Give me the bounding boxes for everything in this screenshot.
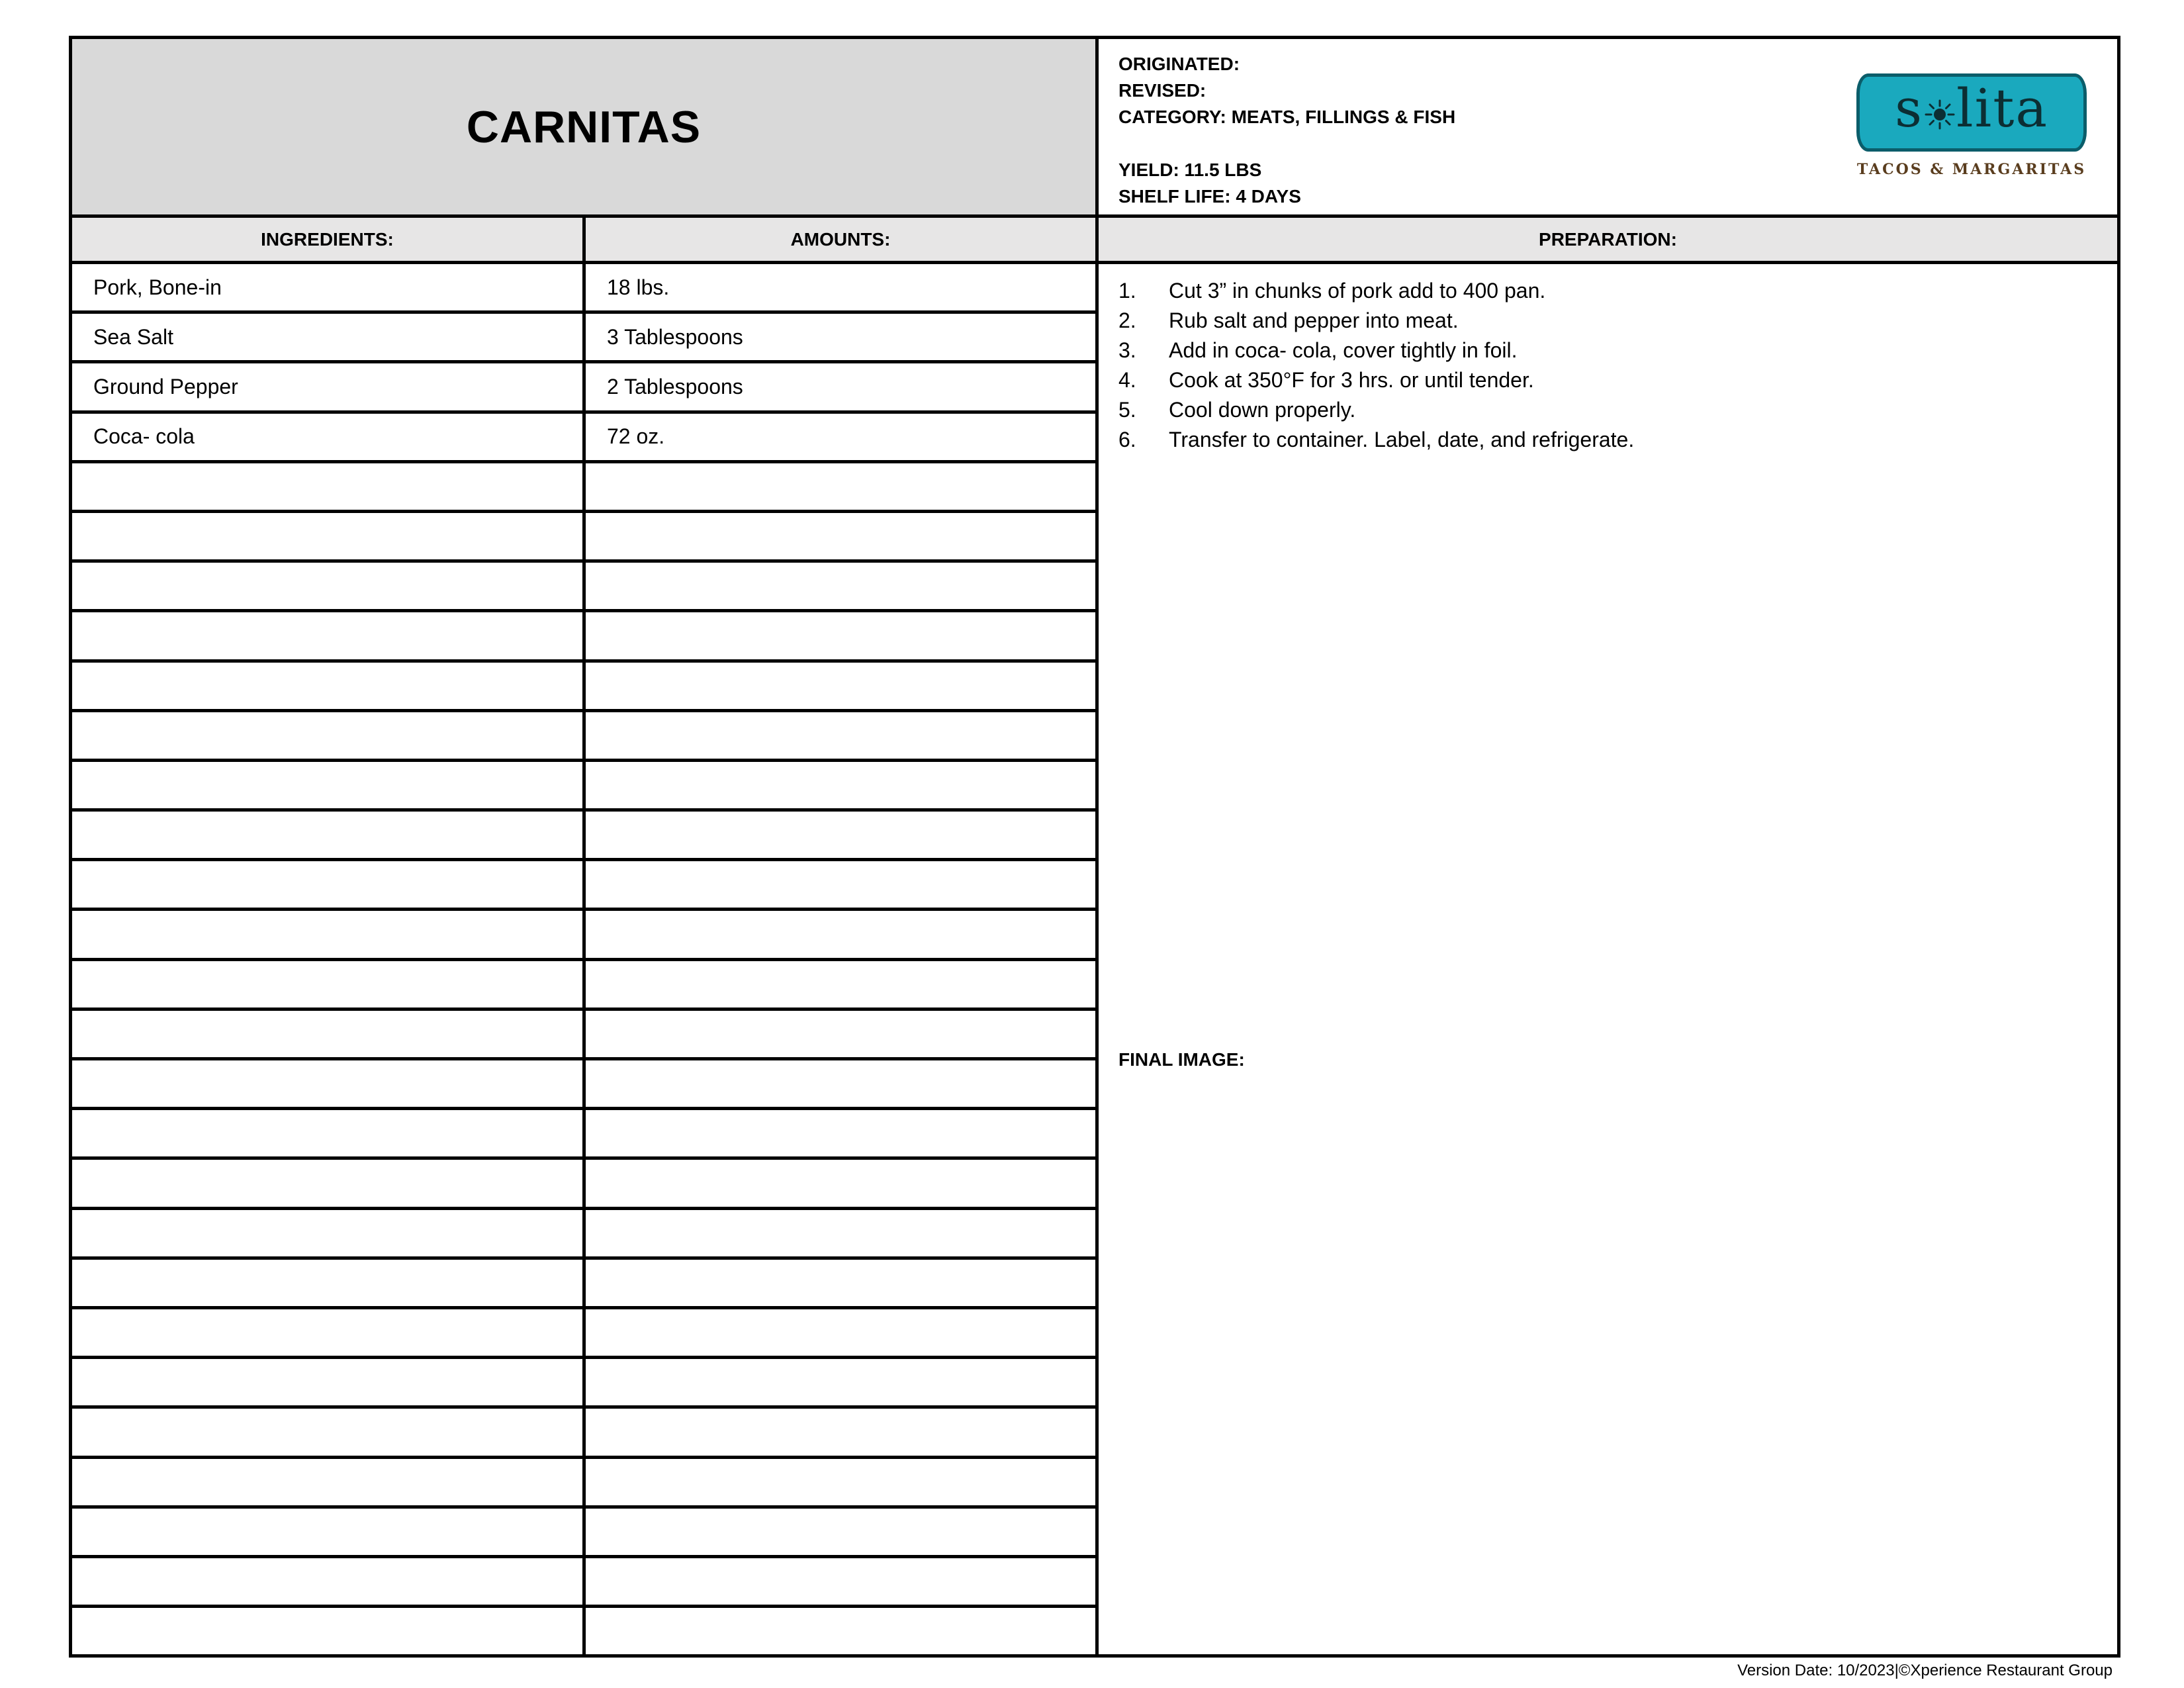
recipe-meta — [1099, 39, 2117, 218]
ingredient-amount: 18 lbs. — [586, 264, 1099, 310]
ingredient-amount — [586, 961, 1099, 1008]
ingredient-name: Coca- cola — [72, 414, 586, 460]
ingredient-amount — [586, 712, 1099, 759]
step-number: 5. — [1118, 398, 1136, 422]
step-text: Cool down properly. — [1169, 398, 1356, 422]
ingredient-amount — [586, 563, 1099, 609]
table-row — [72, 812, 1099, 861]
solita-logo — [1852, 73, 2091, 186]
revised-field: REVISED: — [1118, 80, 1206, 101]
ingredient-name — [72, 1309, 586, 1356]
ingredient-name — [72, 463, 586, 510]
category-field: CATEGORY: MEATS, FILLINGS & FISH — [1118, 107, 1456, 127]
ingredient-amount: 72 oz. — [586, 414, 1099, 460]
ingredient-amount — [586, 1110, 1099, 1156]
recipe-title: CARNITAS — [466, 101, 702, 152]
ingredient-amount — [586, 911, 1099, 957]
ingredient-name — [72, 1459, 586, 1505]
ingredient-name — [72, 612, 586, 659]
step-text: Transfer to container. Label, date, and refrigerate. — [1169, 428, 1635, 451]
ingredient-name — [72, 663, 586, 709]
ingredient-name — [72, 1110, 586, 1156]
table-row — [72, 612, 1099, 662]
table-row — [72, 1608, 1099, 1658]
step-number: 4. — [1118, 368, 1136, 392]
ingredients-header: INGREDIENTS: — [72, 218, 586, 264]
ingredient-name — [72, 812, 586, 858]
ingredient-amount — [586, 1558, 1099, 1605]
ingredient-name — [72, 563, 586, 609]
ingredient-name — [72, 1210, 586, 1256]
preparation-steps — [1099, 264, 2117, 455]
table-row — [72, 314, 1099, 363]
shelf-life-field: SHELF LIFE: 4 DAYS — [1118, 186, 1301, 207]
table-row — [72, 1509, 1099, 1558]
originated-field: ORIGINATED: — [1118, 54, 1240, 74]
step-text: Cut 3” in chunks of pork add to 400 pan. — [1169, 279, 1546, 303]
ingredient-name — [72, 1260, 586, 1306]
ingredient-name — [72, 1011, 586, 1057]
ingredient-name — [72, 1359, 586, 1405]
ingredient-amount: 2 Tablespoons — [586, 363, 1099, 410]
table-row — [72, 1409, 1099, 1458]
preparation-step — [1118, 365, 2117, 395]
table-row — [72, 414, 1099, 463]
step-text: Cook at 350°F for 3 hrs. or until tender. — [1169, 368, 1534, 392]
step-number: 1. — [1118, 279, 1136, 303]
ingredient-amount — [586, 1459, 1099, 1505]
yield-field: YIELD: 11.5 LBS — [1118, 160, 1262, 180]
ingredient-name: Ground Pepper — [72, 363, 586, 410]
table-row — [72, 1359, 1099, 1409]
ingredient-amount — [586, 1060, 1099, 1107]
ingredient-amount — [586, 463, 1099, 510]
title-cell — [72, 39, 1099, 218]
logo-tagline: TACOS & MARGARITAS — [1856, 161, 2087, 178]
ingredient-name — [72, 513, 586, 559]
table-row — [72, 363, 1099, 413]
preparation-step — [1118, 336, 2117, 365]
ingredient-amount — [586, 1608, 1099, 1658]
ingredient-amount — [586, 1509, 1099, 1555]
step-text: Rub salt and pepper into meat. — [1169, 308, 1459, 332]
ingredient-amount — [586, 1409, 1099, 1455]
ingredient-name — [72, 1509, 586, 1555]
ingredient-amount: 3 Tablespoons — [586, 314, 1099, 360]
table-row — [72, 712, 1099, 762]
preparation-step — [1118, 395, 2117, 425]
table-row — [72, 1459, 1099, 1509]
ingredient-name — [72, 1160, 586, 1206]
preparation-step — [1118, 276, 2117, 306]
sun-icon — [1925, 99, 1955, 130]
table-row — [72, 1558, 1099, 1608]
table-row — [72, 1110, 1099, 1160]
table-row — [72, 1210, 1099, 1260]
step-number: 6. — [1118, 428, 1136, 451]
table-row — [72, 463, 1099, 513]
table-row — [72, 762, 1099, 812]
ingredient-amount — [586, 1260, 1099, 1306]
ingredient-name — [72, 1409, 586, 1455]
table-row — [72, 1060, 1099, 1110]
ingredient-name — [72, 762, 586, 808]
preparation-step — [1118, 306, 2117, 336]
ingredient-name — [72, 861, 586, 908]
logo-wordmark: s lita — [1894, 77, 2049, 139]
preparation-header: PREPARATION: — [1099, 218, 2117, 264]
ingredient-name — [72, 1608, 586, 1658]
ingredient-name — [72, 1558, 586, 1605]
amounts-header: AMOUNTS: — [586, 218, 1099, 264]
table-row — [72, 1160, 1099, 1209]
ingredient-amount — [586, 612, 1099, 659]
preparation-section — [1099, 264, 2117, 1654]
ingredient-amount — [586, 1309, 1099, 1356]
table-row — [72, 1011, 1099, 1060]
ingredient-amount — [586, 762, 1099, 808]
table-row — [72, 513, 1099, 563]
ingredient-amount — [586, 1011, 1099, 1057]
step-number: 2. — [1118, 308, 1136, 332]
table-row — [72, 1260, 1099, 1309]
table-row — [72, 264, 1099, 314]
ingredient-amount — [586, 1359, 1099, 1405]
table-row — [72, 961, 1099, 1011]
ingredient-name — [72, 911, 586, 957]
ingredient-name — [72, 961, 586, 1008]
ingredient-name — [72, 712, 586, 759]
ingredient-amount — [586, 1210, 1099, 1256]
step-text: Add in coca- cola, cover tightly in foil. — [1169, 338, 1518, 362]
ingredient-amount — [586, 663, 1099, 709]
version-footer: Version Date: 10/2023|©Xperience Restaurant Group — [1737, 1662, 2113, 1679]
table-row — [72, 563, 1099, 612]
ingredients-table — [72, 264, 1099, 1658]
final-image-label: FINAL IMAGE: — [1118, 1049, 1245, 1070]
preparation-step — [1118, 425, 2117, 455]
ingredient-name — [72, 1060, 586, 1107]
logo-badge — [1856, 73, 2087, 152]
recipe-sheet — [69, 36, 2120, 1658]
table-row — [72, 911, 1099, 961]
table-row — [72, 1309, 1099, 1359]
table-row — [72, 663, 1099, 712]
ingredient-amount — [586, 812, 1099, 858]
ingredient-amount — [586, 513, 1099, 559]
ingredient-name: Pork, Bone-in — [72, 264, 586, 310]
table-row — [72, 861, 1099, 911]
step-number: 3. — [1118, 338, 1136, 362]
ingredient-name: Sea Salt — [72, 314, 586, 360]
ingredient-amount — [586, 861, 1099, 908]
ingredient-amount — [586, 1160, 1099, 1206]
